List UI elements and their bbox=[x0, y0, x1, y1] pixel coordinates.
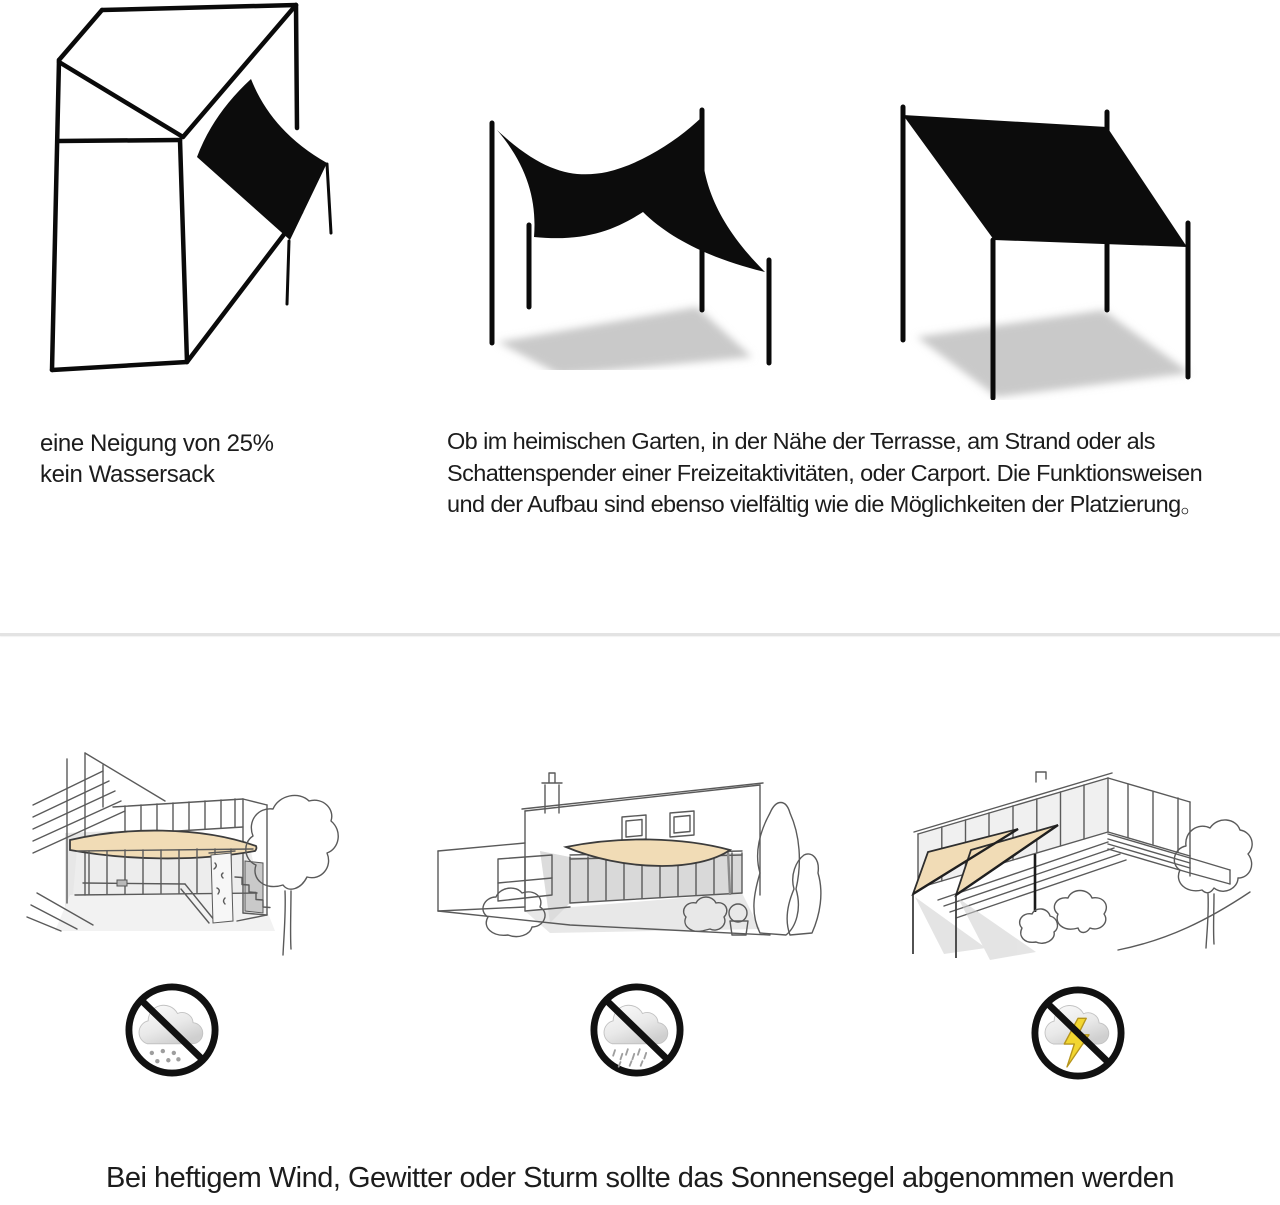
no-thunderstorm-icon bbox=[1023, 978, 1133, 1088]
paragraph-line: und der Aufbau sind ebenso vielfältig wie die Möglichkeiten der Platzierung。 bbox=[447, 491, 1204, 517]
terrace-sail-illustration bbox=[430, 743, 835, 968]
wall-mounted-sail-diagram bbox=[20, 0, 400, 400]
ground-shadow bbox=[498, 307, 752, 370]
warning-caption: Bei heftigem Wind, Gewitter oder Sturm sollte das Sonnensegel abgenommen werden bbox=[106, 1162, 1174, 1194]
diamond-sail-shape bbox=[197, 79, 327, 240]
four-point-sail-diagram bbox=[475, 90, 785, 370]
doorway bbox=[245, 861, 263, 913]
usage-paragraph bbox=[447, 426, 1204, 521]
courtyard-sail-illustration bbox=[25, 743, 345, 968]
no-snow-icon bbox=[117, 975, 227, 1085]
caption-line: eine Neigung von 25% bbox=[40, 430, 274, 457]
hillside-sail-illustration bbox=[878, 742, 1258, 972]
hyperbolic-sail-shape bbox=[497, 117, 765, 272]
rect-sail-shape bbox=[903, 115, 1187, 247]
section-divider bbox=[0, 633, 1280, 636]
gate-latch bbox=[117, 880, 127, 886]
paragraph-line: Schattenspender einer Freizeitaktivitäten, oder Carport. Die Funktionsweisen bbox=[447, 459, 1203, 486]
ground-shadow bbox=[917, 310, 1190, 397]
slope-caption bbox=[40, 428, 274, 490]
no-rain-icon bbox=[582, 975, 692, 1085]
stone-pillar bbox=[209, 851, 235, 923]
paragraph-line: Ob im heimischen Garten, in der Nähe der Terrasse, am Strand oder als bbox=[447, 428, 1155, 454]
slanted-rect-sail-diagram bbox=[880, 80, 1262, 400]
sail-shadows bbox=[915, 897, 1036, 960]
caption-line: kein Wassersack bbox=[40, 461, 215, 488]
bushes bbox=[1020, 891, 1107, 944]
